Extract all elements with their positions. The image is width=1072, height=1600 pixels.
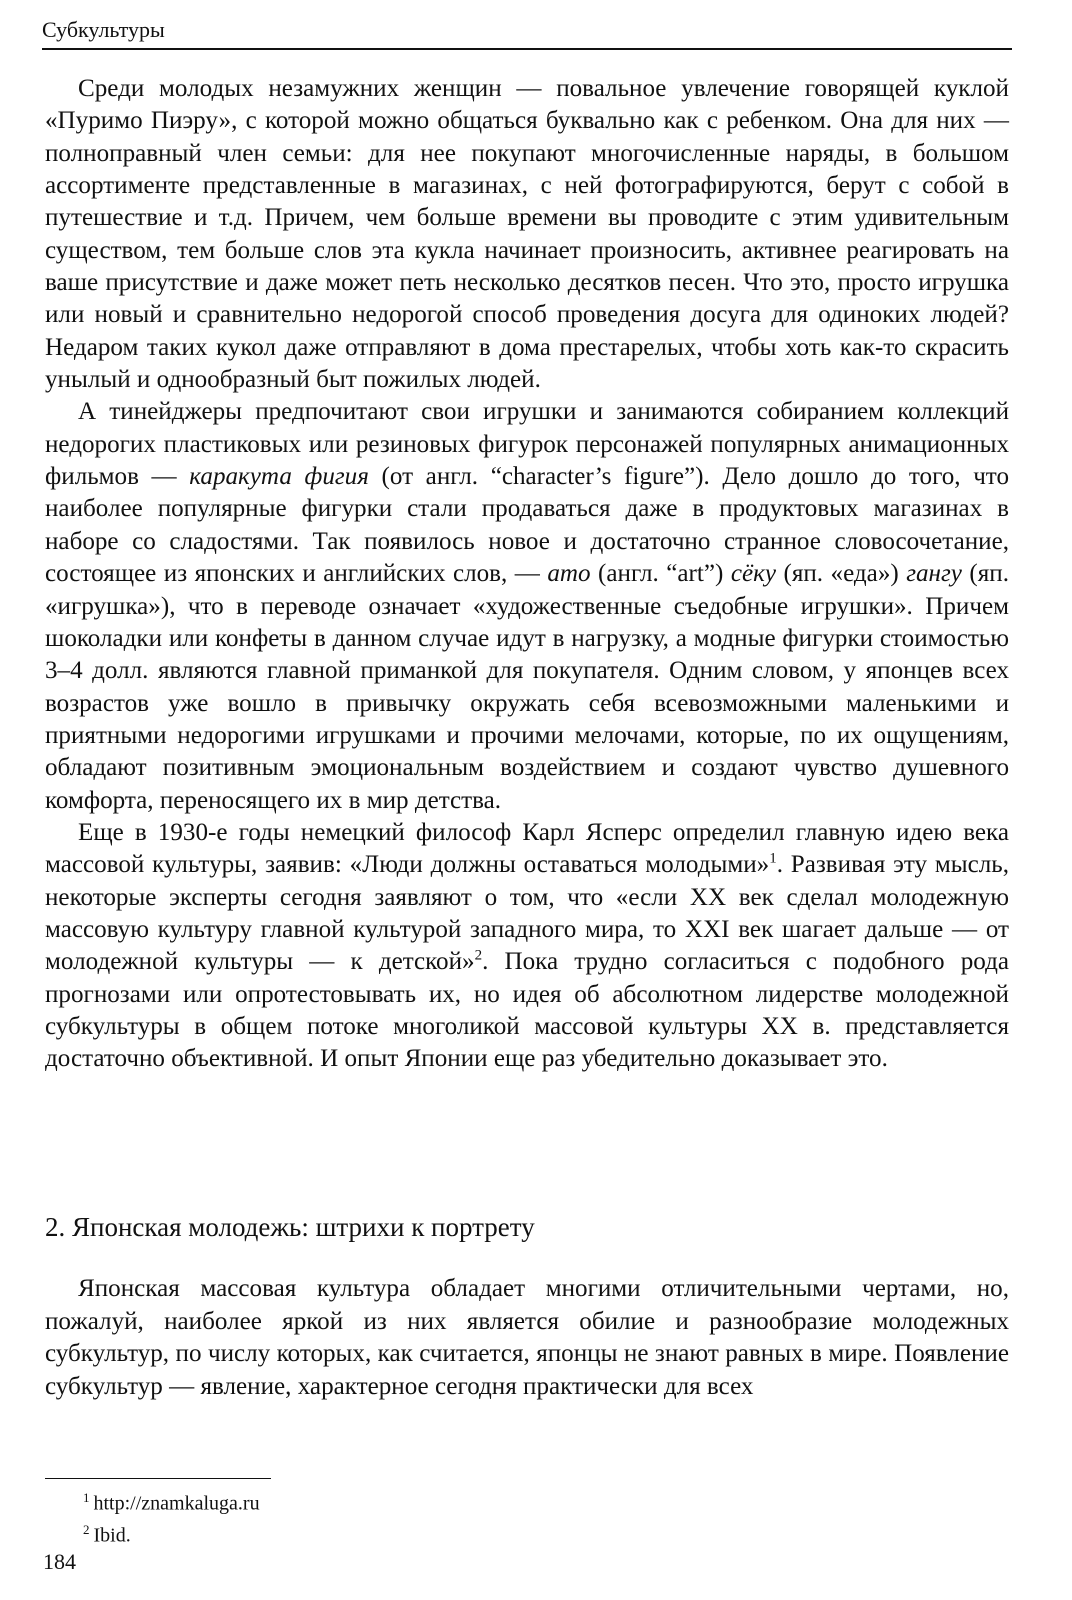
paragraph [45, 73, 1009, 396]
footnote-text: Ibid. [93, 1524, 131, 1547]
text-run: А тинейджеры предпочитают свои игрушки и занимаются собиранием коллекций недорогих пластиковых или резиновых фигурок персонажей популярных анимационных фильмов — [45, 398, 1009, 491]
text-run: (яп. «игрушка»), что в переводе означает «художественные съедобные игрушки». Причем шоколадки или конфеты в данном случае идут в нагрузку, а модные фигурки стоимостью 3–4 долл. являются главной приманкой для покупателя. Одним словом, у японцев всех возрастов уже вошло в привычку окружать себя всевозможными маленькими и приятными недорогими игрушками и прочими мелочами, которые, по их ощущениям, обладают позитивным эмоциональным воздействием и создают чувство душевного комфорта, переносящего их в мир детства. [45, 560, 1009, 814]
italic-term: ато [547, 560, 591, 588]
footnote-ref: 2 [474, 947, 483, 964]
page-number: 184 [43, 1549, 76, 1574]
text-run: Еще в 1930-е годы немецкий философ Карл Ясперс определил главную идею века массовой культуры, заявив: «Люди должны оставаться молодыми» [45, 818, 1009, 879]
text-run: (от англ. “character’s figure”). Дело дошло до того, что наиболее популярные фигурки стали продаваться даже в продуктовых магазинах в наборе со сладостями. Так появилось новое и достаточно странное словосочетание, состоящее из японских и английских слов, — [45, 463, 1009, 588]
paragraph: Японская массовая культура обладает многими отличительными чертами, но, пожалуй, наиболее яркой из них является обилие и разнообразие молодежных субкультур, по числу которых, как считается, японцы не знают равных в мире. Появление субкультур — явление, характерное сегодня практически для всех [45, 1275, 1009, 1400]
body-text [45, 73, 1009, 1076]
text-run: Среди молодых незамужних женщин — повальное увлечение говорящей куклой «Пуримо Пиэру», с которой можно общаться буквально как с ребенком. Она для них — полноправный член семьи: для нее покупают многочисленные наряды, в большом ассортименте представленные в магазинах, с ней фотографируются, берут с собой в путешествие и т.д. Причем, чем больше времени вы проводите с этим удивительным существом, тем больше слов эта кукла начинает произносить, активнее реагировать на ваше присутствие и даже может петь несколько десятков песен. Что это, просто игрушка или новый и сравнительно недорогой способ проведения досуга для одиноких людей? Недаром таких кукол даже отправляют в дома престарелых, чтобы хоть как-то скрасить унылый и однообразный быт пожилых людей. [45, 75, 1009, 394]
paragraph [45, 396, 1009, 816]
footnote-mark: 1 [83, 1490, 90, 1505]
text-run: (англ. “art”) [590, 560, 731, 588]
header-rule [42, 48, 1012, 50]
footnote-rule [45, 1478, 271, 1479]
footnote-text: http://znamkaluga.ru [93, 1492, 260, 1515]
text-run: . Развивая эту мысль, некоторые эксперты сегодня заявляют о том, что «если ХХ век сделал молодежную массовую культуру главной культурой западного мира, то XXI век шагает дальше — от молодежной культуры — к детской» [45, 851, 1009, 976]
running-head: Субкультуры [42, 17, 165, 42]
italic-term: гангу [906, 560, 962, 588]
footnote-ref: 1 [769, 850, 777, 867]
italic-term: сёку [730, 560, 776, 588]
footnote [83, 1485, 260, 1517]
text-run: (яп. «еда») [776, 560, 907, 588]
section-body-text [45, 1273, 1009, 1403]
footnote [83, 1517, 260, 1549]
text-run: . Пока трудно согласиться с подобного рода прогнозами или опротестовывать их, но идея об абсолютном лидерстве молодежной субкультуры в общем потоке многоликой массовой культуры ХХ в. представляется достаточно объективной. И опыт Японии еще раз убедительно доказывает это. [45, 948, 1009, 1073]
section-heading: 2. Японская молодежь: штрихи к портрету [45, 1212, 535, 1242]
footnote-mark: 2 [83, 1521, 90, 1537]
paragraph [45, 817, 1009, 1076]
footnotes [83, 1485, 260, 1548]
italic-term: каракута фигия [189, 463, 369, 491]
